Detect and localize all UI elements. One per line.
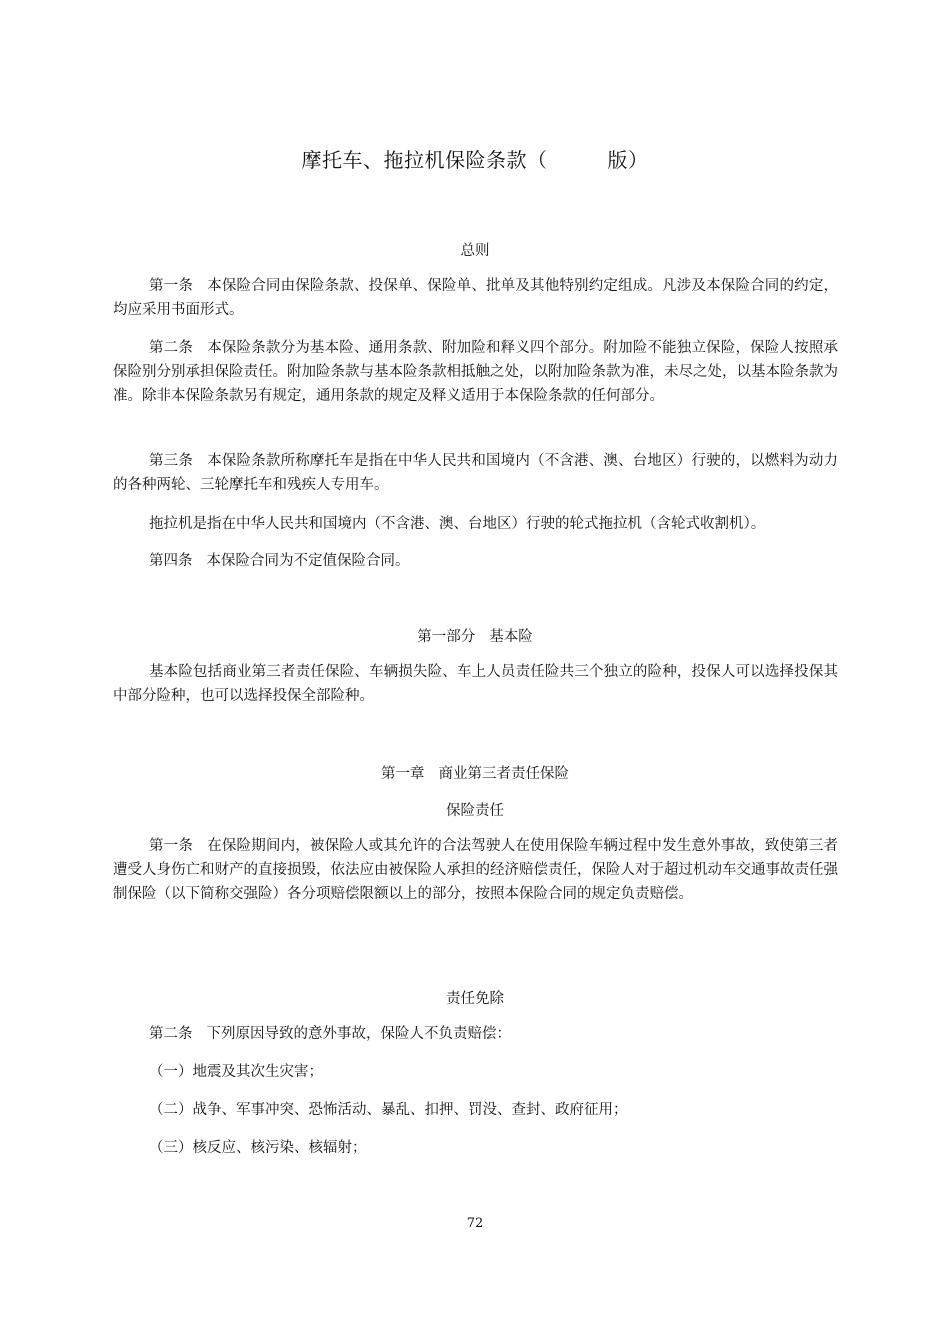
article-text: 本保险合同为不定值保险合同。 bbox=[206, 553, 410, 569]
article-label: 第二条 bbox=[149, 1026, 193, 1042]
chapter-1-article-2 bbox=[113, 1022, 838, 1046]
article-text: 本保险条款所称摩托车是指在中华人民共和国境内（不含港、澳、台地区）行驶的，以燃料为动力的各种两轮、三轮摩托车和残疾人专用车。 bbox=[113, 453, 839, 493]
heading-chapter-1: 第一章 商业第三者责任保险 bbox=[381, 766, 569, 782]
article-text: 本保险合同由保险条款、投保单、保险单、批单及其他特别约定组成。凡涉及本保险合同的约定，均应采用书面形式。 bbox=[113, 278, 839, 318]
title-main: 摩托车、拖拉机保险条款（ bbox=[301, 148, 548, 172]
chapter-1-article-1 bbox=[113, 834, 838, 906]
general-article-1 bbox=[113, 274, 838, 322]
article-label: 第三条 bbox=[149, 453, 194, 469]
exemption-item-1: （一）地震及其次生灾害； bbox=[149, 1064, 323, 1080]
article-text: 在保险期间内，被保险人或其允许的合法驾驶人在使用保险车辆过程中发生意外事故，致使第三者遭受人身伤亡和财产的直接损毁，依法应由被保险人承担的经济赔偿责任，保险人对于超过机动车交通事故责任强制保险（以下简称交强险）各分项赔偿限额以上的部分，按照本保险合同的规定负责赔偿。 bbox=[113, 838, 839, 902]
general-article-2 bbox=[113, 336, 838, 408]
article-text: 本保险条款分为基本险、通用条款、附加险和释义四个部分。附加险不能独立保险，保险人按照承保险别分别承担保险责任。附加险条款与基本险条款相抵触之处，以附加险条款为准，未尽之处，以基本险条款为准。除非本保险条款另有规定，通用条款的规定及释义适用于本保险条款的任何部分。 bbox=[113, 340, 839, 404]
page-number: 72 bbox=[466, 1216, 484, 1231]
document-title bbox=[0, 144, 950, 173]
exemption-item-2: （二）战争、军事冲突、恐怖活动、暴乱、扣押、罚没、查封、政府征用； bbox=[149, 1102, 628, 1118]
part-1-intro: 基本险包括商业第三者责任保险、车辆损失险、车上人员责任险共三个独立的险种，投保人可以选择投保其中部分险种，也可以选择投保全部险种。 bbox=[113, 664, 838, 704]
heading-general: 总则 bbox=[460, 243, 490, 259]
heading-part-1: 第一部分 基本险 bbox=[417, 629, 533, 645]
title-end: 版） bbox=[607, 148, 649, 172]
heading-liability: 保险责任 bbox=[446, 803, 504, 819]
heading-exemption: 责任免除 bbox=[446, 991, 504, 1007]
article-text: 下列原因导致的意外事故，保险人不负责赔偿： bbox=[206, 1026, 511, 1042]
article-label: 第一条 bbox=[149, 278, 194, 294]
article-label: 第四条 bbox=[149, 553, 193, 569]
article-label: 第二条 bbox=[149, 340, 194, 356]
general-article-4 bbox=[113, 549, 838, 573]
tractor-definition: 拖拉机是指在中华人民共和国境内（不含港、澳、台地区）行驶的轮式拖拉机（含轮式收割机）。 bbox=[149, 516, 766, 532]
exemption-item-3: （三）核反应、核污染、核辐射； bbox=[149, 1140, 367, 1156]
general-article-3 bbox=[113, 449, 838, 497]
article-label: 第一条 bbox=[149, 838, 194, 854]
